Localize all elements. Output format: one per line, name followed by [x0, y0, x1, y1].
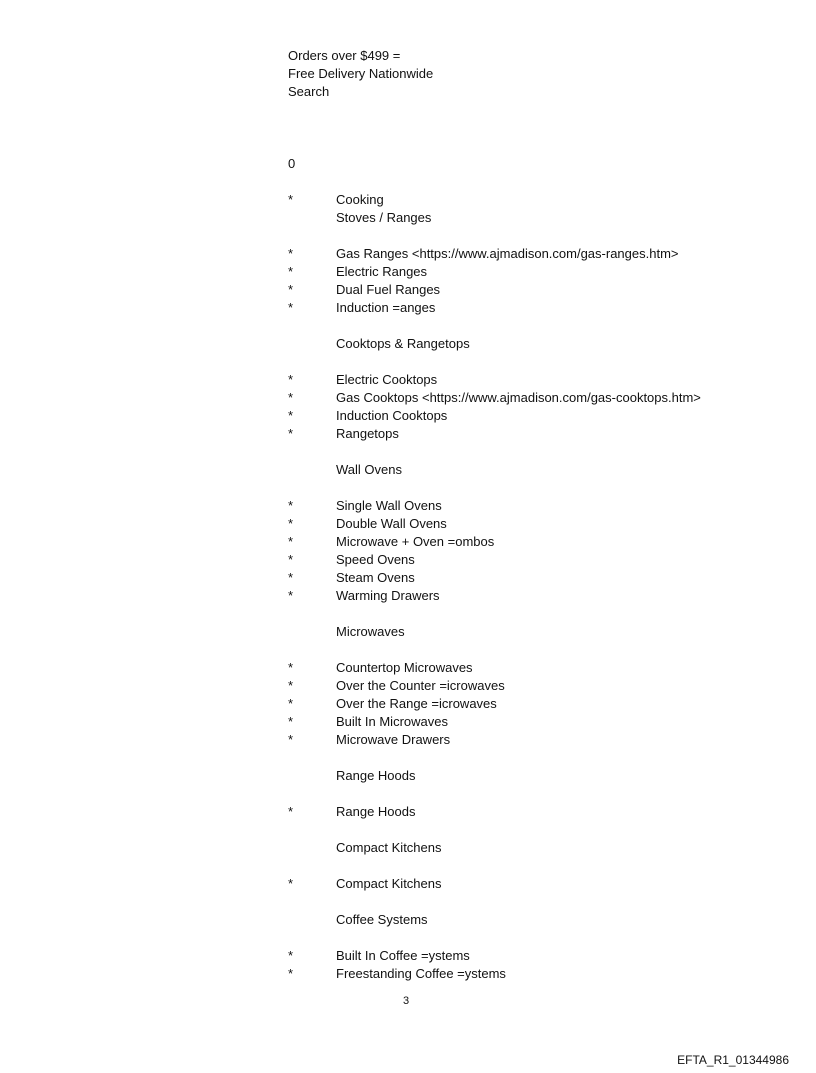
bullet: * — [288, 282, 294, 297]
list-item — [288, 659, 748, 677]
menu-item-microwave-oven-combos[interactable]: Microwave + Oven =ombos — [336, 534, 495, 549]
heading-compact-kitchens: Compact Kitchens — [336, 840, 442, 855]
heading-wall-ovens: Wall Ovens — [336, 462, 402, 477]
bullet: * — [288, 696, 294, 711]
menu-item-countertop-microwaves[interactable]: Countertop Microwaves — [336, 660, 473, 675]
list-item — [288, 803, 748, 821]
list-item — [288, 245, 748, 263]
menu-item-electric-cooktops[interactable]: Electric Cooktops — [336, 372, 438, 387]
bullet: * — [288, 948, 294, 963]
cart-count: 0 — [288, 156, 296, 171]
page-number: 3 — [403, 995, 410, 1007]
bullet: * — [288, 300, 294, 315]
menu-item-range-hoods[interactable]: Range Hoods — [336, 804, 416, 819]
bullet: * — [288, 804, 294, 819]
bullet: * — [288, 678, 294, 693]
list-item — [288, 569, 748, 587]
list-item — [288, 551, 748, 569]
menu-item-steam-ovens[interactable]: Steam Ovens — [336, 570, 415, 585]
list-item — [288, 515, 748, 533]
heading-stoves-ranges: Stoves / Ranges — [336, 210, 432, 225]
menu-item-speed-ovens[interactable]: Speed Ovens — [336, 552, 415, 567]
list-item — [288, 965, 748, 983]
bullet: * — [288, 408, 294, 423]
list-item — [288, 713, 748, 731]
list-item — [288, 587, 748, 605]
menu-item-freestanding-coffee-systems[interactable]: Freestanding Coffee =ystems — [336, 966, 506, 981]
menu-item-rangetops[interactable]: Rangetops — [336, 426, 399, 441]
bullet: * — [288, 264, 294, 279]
section-heading — [288, 839, 748, 857]
bullet: * — [288, 534, 294, 549]
menu-item-compact-kitchens[interactable]: Compact Kitchens — [336, 876, 442, 891]
bullet: * — [288, 552, 294, 567]
menu-item-double-wall-ovens[interactable]: Double Wall Ovens — [336, 516, 447, 531]
section-heading — [288, 461, 748, 479]
heading-microwaves: Microwaves — [336, 624, 405, 639]
list-item — [288, 191, 748, 209]
search-link[interactable]: Search — [288, 84, 330, 99]
promo-line-1: Orders over $499 = — [288, 48, 401, 63]
bullet: * — [288, 426, 294, 441]
bullet: * — [288, 876, 294, 891]
menu-item-over-the-counter-microwaves[interactable]: Over the Counter =icrowaves — [336, 678, 505, 693]
menu-item-built-in-coffee-systems[interactable]: Built In Coffee =ystems — [336, 948, 470, 963]
document-id: EFTA_R1_01344986 — [677, 1053, 789, 1067]
list-item — [288, 695, 748, 713]
list-item — [288, 731, 748, 749]
menu-item-built-in-microwaves[interactable]: Built In Microwaves — [336, 714, 448, 729]
list-item — [288, 497, 748, 515]
menu-item-cooking[interactable]: Cooking — [336, 192, 384, 207]
list-item — [288, 299, 748, 317]
bullet: * — [288, 588, 294, 603]
bullet: * — [288, 516, 294, 531]
menu-item-gas-ranges[interactable]: Gas Ranges <https://www.ajmadison.com/gas-ranges.htm> — [336, 246, 679, 261]
list-item — [288, 407, 748, 425]
bullet: * — [288, 732, 294, 747]
section-heading — [288, 335, 748, 353]
heading-coffee-systems: Coffee Systems — [336, 912, 428, 927]
bullet: * — [288, 966, 294, 981]
heading-cooktops-rangetops: Cooktops & Rangetops — [336, 336, 470, 351]
menu-item-induction-ranges[interactable]: Induction =anges — [336, 300, 436, 315]
menu-item-electric-ranges[interactable]: Electric Ranges — [336, 264, 428, 279]
list-item — [288, 371, 748, 389]
section-heading — [288, 911, 748, 929]
list-item — [288, 281, 748, 299]
bullet: * — [288, 660, 294, 675]
bullet: * — [288, 192, 294, 207]
bullet: * — [288, 246, 294, 261]
menu-item-dual-fuel-ranges[interactable]: Dual Fuel Ranges — [336, 282, 441, 297]
bullet: * — [288, 372, 294, 387]
list-item — [288, 389, 748, 407]
bullet: * — [288, 714, 294, 729]
menu-item-microwave-drawers[interactable]: Microwave Drawers — [336, 732, 451, 747]
section-heading — [288, 767, 748, 785]
heading-range-hoods: Range Hoods — [336, 768, 416, 783]
menu-item-gas-cooktops[interactable]: Gas Cooktops <https://www.ajmadison.com/gas-cooktops.htm> — [336, 390, 701, 405]
menu-item-over-the-range-microwaves[interactable]: Over the Range =icrowaves — [336, 696, 497, 711]
list-item — [288, 425, 748, 443]
list-item — [288, 533, 748, 551]
bullet: * — [288, 390, 294, 405]
list-item — [288, 677, 748, 695]
promo-header — [288, 47, 433, 101]
list-item — [288, 947, 748, 965]
menu-item-induction-cooktops[interactable]: Induction Cooktops — [336, 408, 448, 423]
section-heading — [288, 623, 748, 641]
navigation-menu — [288, 191, 748, 983]
list-item — [288, 875, 748, 893]
promo-line-2: Free Delivery Nationwide — [288, 66, 434, 81]
menu-item-single-wall-ovens[interactable]: Single Wall Ovens — [336, 498, 442, 513]
bullet: * — [288, 570, 294, 585]
bullet: * — [288, 498, 294, 513]
menu-item-warming-drawers[interactable]: Warming Drawers — [336, 588, 440, 603]
section-heading — [288, 209, 748, 227]
list-item — [288, 263, 748, 281]
